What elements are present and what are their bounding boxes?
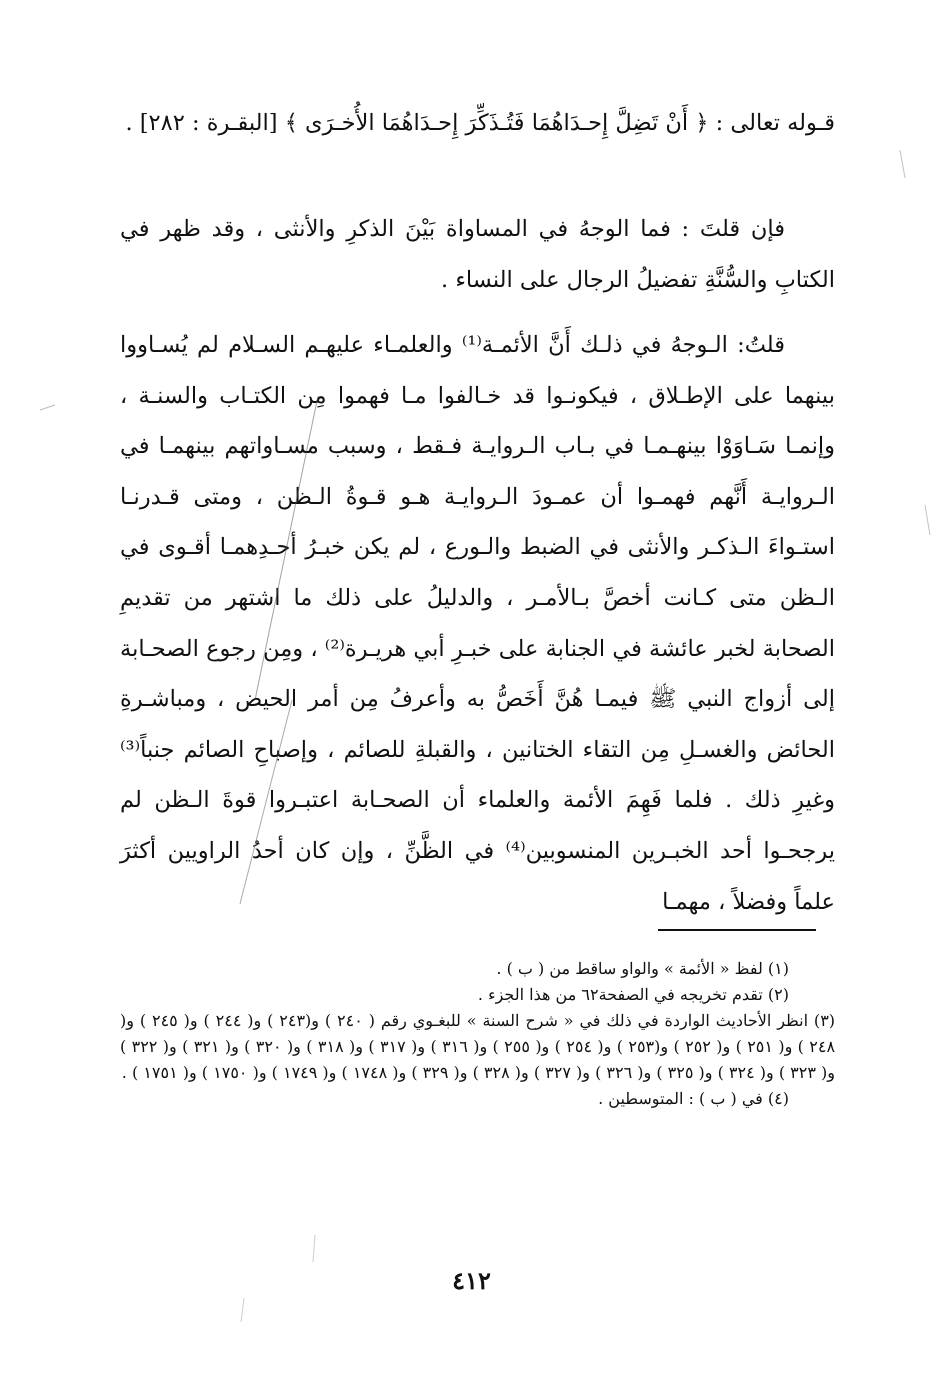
footnotes (120, 956, 835, 1112)
question-paragraph (120, 204, 835, 306)
answer-text: قلتُ: الـوجهُ في ذلـك أَنَّ الأئمـة⁽¹⁾ والعلمـاء عليهـم السـلام لم يُسـاووا بينهما على الإطـلاق ، فيكونـوا قد خـالفوا مـا فهموا مِن الكتـاب والسنـة ، وإنمـا سَـاوَوْا بينهـمـا في بـاب الـروايـة فـقط ، وسبب مسـاواتهم بينهمـا في الـروايـة أَنَّهم فهمـوا أن عمـودَ الـروايـة هـو قـوةُ الـظن ، ومتى قـدرنـا استـواءَ الـذكـر والأنثى في الضبط والـورع ، لم يكن خبـرُ أحـدِهمـا أقـوى في الـظن متى كـانت أخصَّ بـالأمـر ، والدليلُ على ذلك ما اشتهر من تقديمِ الصحابة لخبر عائشة في الجنابة على خبـرِ أبي هريـرة⁽²⁾ ، ومِن رجوع الصحـابة إلى أزواج النبي ﷺ فيمـا هُنَّ أَخَصُّ به وأعرفُ مِن أمر الحيض ، ومباشـرةِ الحائض والغسـلِ مِن التقاء الختانين ، والقبلةِ للصائم ، وإصباحِ الصائم جنباً⁽³⁾ وغيرِ ذلك . فلما فَهِمَ الأئمة والعلماء أن الصحـابة اعتبـروا قوةَ الـظن لم يرجحـوا أحد الخبـرين المنسوبين⁽⁴⁾ في الظَّنِّ ، وإن كان أحدُ الراويين أكثرَ علماً وفضلاً ، مهمـا (120, 332, 836, 915)
question-text: فإن قلتَ : فما الوجهُ في المساواة بَيْنَ الذكرِ والأنثى ، وقد ظهر في الكتابِ والسُّنَّةِ تفضيلُ الرجال على النساء . (120, 216, 835, 293)
footnote-divider (658, 929, 816, 931)
footnote-4: (٤) في ( ب ) : المتوسطين . (598, 1089, 789, 1108)
page-number: ٤١٢ (452, 1266, 491, 1295)
verse-paragraph (120, 96, 835, 150)
footnote-2: (٢) تقدم تخريجه في الصفحة٦٢ من هذا الجزء . (477, 985, 789, 1004)
answer-paragraph (120, 320, 835, 927)
footnote-3: (٣) انظر الأحاديث الواردة في ذلك في « شرح السنة » للبغـوي رقم ( ٢٤٠ ) و(٢٤٣ ) و( ٢٤٤ ) و( ٢٤٥ ) و( ٢٤٨ ) و( ٢٥١ ) و( ٢٥٢ ) و(٢٥٣ ) و( ٢٥٤ ) و( ٢٥٥ ) و( ٣١٦ ) و( ٣١٧ ) و( ٣١٨ ) و( ٣٢٠ ) و( ٣٢١ ) و( ٣٢٢ ) و( ٣٢٣ ) و( ٣٢٤ ) و( ٣٢٥ ) و( ٣٢٦ ) و( ٣٢٧ ) و( ٣٢٨ ) و( ٣٢٩ ) و( ١٧٤٨ ) و( ١٧٤٩ ) و( ١٧٥٠ ) و( ١٧٥١ ) . (120, 1011, 836, 1082)
verse-text: قـوله تعالى : ﴿ أَنْ تَضِلَّ إِحـدَاهُمَا فَتُـذَكِّرَ إِحـدَاهُمَا الأُخـرَى ﴾ [البقـرة : ٢٨٢] . (125, 110, 835, 136)
footnote-1: (١) لفظ « الأئمة » والواو ساقط من ( ب ) . (496, 959, 789, 978)
